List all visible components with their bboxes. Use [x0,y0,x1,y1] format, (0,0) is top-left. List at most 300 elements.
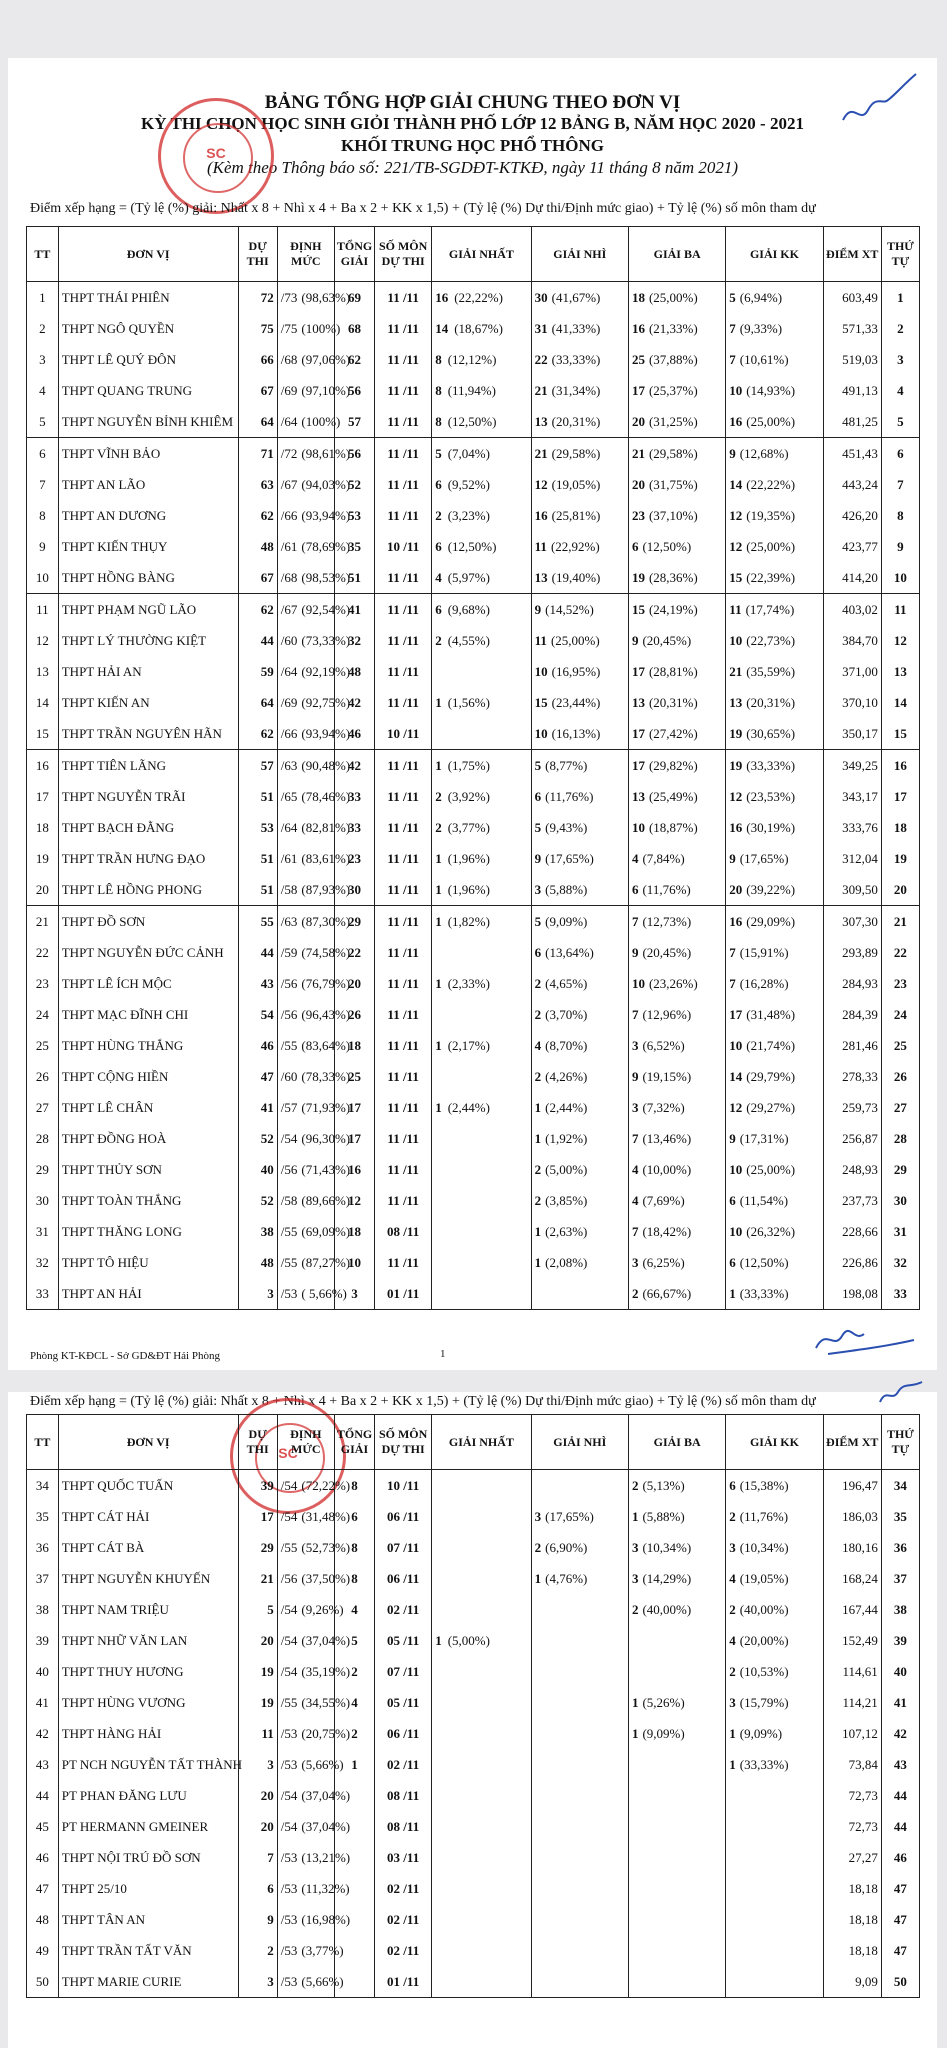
cell-tt [27,843,59,874]
cell-giai-nhi-n: 1 [534,1130,542,1146]
cell-so-mon [375,469,432,500]
cell-tong-giai-value: 69 [347,289,361,305]
cell-thu-tu-value: 22 [893,944,907,960]
cell-du-thi [238,531,277,562]
cell-tong-giai-value: 1 [351,1756,358,1772]
cell-unit-value: THPT MARIE CURIE [61,1973,182,1989]
cell-thu-tu-value: 25 [893,1037,907,1053]
cell-giai-kk-p: (9,33%) [739,320,783,336]
table-row [27,1154,920,1185]
cell-dinh-muc-dm: /54 [280,1632,298,1648]
cell-giai-kk-p: (20,31%) [746,694,796,710]
cell-tt-value: 8 [39,507,46,523]
cell-giai-nhat-p: (1,75%) [447,757,490,773]
table-row [27,1247,920,1278]
cell-so-mon-value: 06 /11 [387,1508,420,1524]
cell-giai-nhat-p: (1,96%) [447,881,490,897]
cell-thu-tu [881,1563,919,1594]
cell-so-mon [375,1278,432,1310]
cell-giai-kk [726,1594,823,1625]
cell-du-thi [238,750,277,782]
cell-giai-kk [726,1935,823,1966]
table-row [27,1656,920,1687]
cell-giai-ba [628,1594,725,1625]
cell-giai-ba [628,1625,725,1656]
cell-giai-ba [628,1185,725,1216]
cell-giai-nhi-p: (8,77%) [545,757,588,773]
cell-giai-kk-p: (25,00%) [746,538,796,554]
cell-giai-ba-n: 3 [631,1570,639,1586]
cell-giai-nhi-n: 11 [534,538,547,554]
cell-giai-nhi-n: 12 [534,476,548,492]
cell-so-mon [375,1470,432,1502]
cell-tt [27,937,59,968]
cell-giai-nhi-p: (14,52%) [545,601,594,617]
cell-giai-kk-p: (12,68%) [739,445,789,461]
cell-so-mon [375,1904,432,1935]
cell-tt [27,1718,59,1749]
cell-du-thi-value: 39 [260,1477,274,1493]
cell-giai-ba-n: 2 [631,1285,639,1301]
cell-du-thi [238,1594,277,1625]
cell-tt [27,1904,59,1935]
cell-giai-ba-p: (40,00%) [642,1601,692,1617]
cell-giai-kk [726,781,823,812]
cell-giai-ba-p: (28,81%) [648,663,698,679]
cell-diem-xt [823,1749,881,1780]
cell-thu-tu [881,1092,919,1123]
cell-diem-xt-value: 423,77 [842,538,878,554]
cell-diem-xt [823,1656,881,1687]
cell-giai-kk [726,906,823,938]
cell-giai-kk-p: (19,35%) [746,507,796,523]
cell-thu-tu [881,438,919,470]
cell-unit [58,937,238,968]
cell-giai-nhat-n: 1 [435,913,442,929]
cell-dinh-muc-pct: (93,94%) [301,507,351,523]
cell-diem-xt [823,1935,881,1966]
cell-dinh-muc-pct: (96,43%) [301,1006,351,1022]
cell-thu-tu-value: 44 [893,1787,907,1803]
cell-giai-nhi [531,1780,628,1811]
cell-tong-giai-value: 12 [347,1192,361,1208]
cell-thu-tu [881,1594,919,1625]
cell-thu-tu [881,843,919,874]
cell-giai-nhat [432,687,531,718]
cell-dinh-muc [277,1532,351,1563]
col-giai-nhat: GIẢI NHẤT [432,227,531,282]
cell-giai-kk [726,562,823,594]
cell-thu-tu-value: 13 [893,663,907,679]
cell-du-thi [238,1030,277,1061]
cell-thu-tu-value: 7 [897,476,904,492]
cell-giai-ba-p: (25,00%) [648,289,698,305]
cell-giai-nhat-p: (12,50%) [447,538,497,554]
cell-diem-xt-value: 443,24 [842,476,878,492]
table-row [27,1873,920,1904]
cell-giai-kk [726,968,823,999]
cell-dinh-muc-pct: (97,06%) [301,351,351,367]
cell-giai-kk-p: (39,22%) [746,881,796,897]
cell-so-mon-value: 05 /11 [387,1632,420,1648]
cell-tong-giai-value: 46 [347,725,361,741]
cell-giai-nhat-n: 2 [435,507,442,523]
cell-du-thi-value: 51 [260,788,274,804]
table-row [27,344,920,375]
cell-giai-kk-n: 16 [729,913,743,929]
cell-dinh-muc-pct: (87,30%) [301,913,351,929]
cell-so-mon [375,1061,432,1092]
cell-giai-ba-n: 18 [631,289,645,305]
cell-du-thi [238,1247,277,1278]
table-row [27,687,920,718]
cell-tong-giai-value: 33 [347,819,361,835]
cell-diem-xt-value: 27,27 [848,1849,878,1865]
cell-giai-ba [628,1718,725,1749]
cell-diem-xt [823,1625,881,1656]
cell-dinh-muc-dm: /64 [280,413,298,429]
cell-tt [27,1873,59,1904]
cell-giai-kk-n: 9 [729,850,736,866]
cell-giai-kk-n: 10 [729,1161,743,1177]
cell-giai-ba [628,438,725,470]
cell-thu-tu [881,937,919,968]
cell-dinh-muc-pct: (37,50%) [301,1570,351,1586]
cell-tt-value: 33 [35,1285,49,1301]
cell-du-thi [238,1563,277,1594]
table-row [27,1185,920,1216]
cell-giai-kk [726,1563,823,1594]
cell-du-thi [238,812,277,843]
cell-unit [58,812,238,843]
cell-so-mon-value: 11 /11 [387,663,419,679]
cell-giai-nhi-n: 2 [534,1068,542,1084]
cell-dinh-muc-dm: /68 [280,569,298,585]
cell-dinh-muc-pct: ( 5,66%) [301,1285,347,1301]
cell-so-mon [375,750,432,782]
cell-tong-giai-value: 18 [347,1223,361,1239]
cell-diem-xt [823,999,881,1030]
cell-so-mon [375,1687,432,1718]
document-page-2 [8,1392,937,2048]
cell-so-mon [375,1594,432,1625]
cell-giai-nhi [531,1185,628,1216]
cell-dinh-muc [277,375,351,406]
cell-giai-nhi [531,375,628,406]
cell-giai-nhat [432,1154,531,1185]
cell-thu-tu-value: 19 [893,850,907,866]
cell-giai-kk-n: 14 [729,476,743,492]
cell-unit [58,1687,238,1718]
cell-dinh-muc [277,1749,344,1780]
cell-giai-nhat [432,1092,531,1123]
cell-dinh-muc-pct: (73,33%) [301,632,351,648]
cell-du-thi-value: 54 [260,1006,274,1022]
cell-giai-kk-p: (23,53%) [746,788,796,804]
table-row [27,1061,920,1092]
cell-giai-nhat [432,500,531,531]
cell-giai-ba [628,1470,725,1502]
cell-thu-tu-value: 6 [897,445,904,461]
cell-so-mon [375,1185,432,1216]
cell-giai-ba-p: (11,76%) [642,881,691,897]
cell-tt [27,1154,59,1185]
cell-du-thi-value: 48 [260,538,274,554]
cell-giai-nhi [531,1904,628,1935]
ranking-formula-page-2: Điểm xếp hạng = (Tỷ lệ (%) giải: Nhất x 8 + Nhì x 4 + Ba x 2 + KK x 1,5) + (Tỷ lệ (%) Dự thi/Định mức giao) + Tỷ lệ (%) số môn tham dự [30,1394,816,1409]
cell-giai-kk-p: (25,00%) [746,413,796,429]
cell-tt [27,999,59,1030]
cell-thu-tu-value: 46 [893,1849,907,1865]
cell-giai-kk-n: 19 [729,725,743,741]
table-row [27,1501,920,1532]
cell-du-thi [238,562,277,594]
cell-giai-nhi [531,1966,628,1998]
cell-diem-xt [823,1470,881,1502]
cell-dinh-muc-pct: (92,75%) [301,694,351,710]
cell-giai-nhat [432,1216,531,1247]
cell-du-thi-value: 38 [260,1223,274,1239]
cell-giai-nhi [531,1030,628,1061]
cell-giai-nhat [432,1966,531,1998]
cell-giai-ba-p: (20,45%) [642,632,692,648]
cell-unit-value: PT NCH NGUYỄN TẤT THÀNH [61,1756,243,1772]
cell-tt [27,1532,59,1563]
cell-dinh-muc-dm: /53 [280,1849,298,1865]
cell-giai-kk-n: 7 [729,351,736,367]
cell-giai-nhat [432,313,531,344]
cell-giai-nhat [432,843,531,874]
cell-dinh-muc-dm: /64 [280,819,298,835]
cell-giai-nhi [531,1935,628,1966]
cell-giai-nhi-p: (29,58%) [551,445,601,461]
cell-giai-nhi-p: (22,92%) [550,538,600,554]
cell-giai-nhi-n: 3 [534,1508,542,1524]
cell-giai-ba [628,406,725,438]
cell-thu-tu-value: 21 [893,913,907,929]
cell-giai-ba-p: (66,67%) [642,1285,692,1301]
cell-dinh-muc-dm: /68 [280,351,298,367]
table-row [27,406,920,438]
cell-diem-xt-value: 307,30 [842,913,878,929]
cell-unit [58,1501,238,1532]
cell-unit-value: THPT AN DƯƠNG [61,507,167,523]
cell-so-mon-value: 01 /11 [387,1973,420,1989]
cell-so-mon-value: 03 /11 [387,1849,420,1865]
cell-thu-tu-value: 30 [893,1192,907,1208]
cell-tt [27,406,59,438]
cell-diem-xt-value: 72,73 [848,1787,878,1803]
cell-giai-kk [726,843,823,874]
cell-giai-kk-n: 9 [729,1130,736,1146]
cell-giai-ba [628,1247,725,1278]
cell-so-mon [375,375,432,406]
cell-diem-xt-value: 228,66 [842,1223,878,1239]
cell-so-mon-value: 11 /11 [387,569,419,585]
col-dinh-muc: ĐỊNH MỨC [277,227,334,282]
cell-tt-value: 9 [39,538,46,554]
cell-thu-tu [881,1873,919,1904]
cell-giai-ba-n: 1 [631,1508,639,1524]
cell-unit-value: PT PHAN ĐĂNG LƯU [61,1787,187,1803]
cell-giai-kk [726,1532,823,1563]
cell-diem-xt [823,375,881,406]
cell-giai-kk [726,937,823,968]
cell-so-mon [375,843,432,874]
cell-giai-kk-p: (15,91%) [739,944,789,960]
cell-giai-ba-n: 10 [631,975,645,991]
cell-tt [27,1966,59,1998]
cell-thu-tu [881,1687,919,1718]
cell-diem-xt [823,594,881,626]
cell-unit [58,687,238,718]
cell-thu-tu [881,375,919,406]
cell-diem-xt [823,1216,881,1247]
cell-giai-kk-p: (9,09%) [739,1725,783,1741]
results-body-page-1 [27,282,920,1310]
cell-giai-kk [726,1501,823,1532]
cell-unit-value: THPT TRẦN NGUYÊN HÃN [61,725,222,741]
cell-giai-kk-p: (33,33%) [739,1756,789,1772]
cell-dinh-muc-dm: /55 [280,1539,298,1555]
cell-diem-xt-value: 603,49 [842,289,878,305]
cell-thu-tu-value: 47 [893,1880,907,1896]
cell-dinh-muc-pct: (11,32%) [301,1880,350,1896]
cell-du-thi [238,1935,277,1966]
cell-du-thi [238,687,277,718]
cell-tong-giai-value: 4 [351,1694,358,1710]
cell-du-thi-value: 6 [267,1880,274,1896]
cell-giai-nhi [531,406,628,438]
cell-giai-kk-n: 2 [729,1663,736,1679]
cell-du-thi [238,937,277,968]
col-giai-ba: GIẢI BA [628,227,725,282]
cell-diem-xt-value: 73,84 [848,1756,878,1772]
cell-so-mon [375,282,432,314]
cell-diem-xt-value: 256,87 [842,1130,878,1146]
cell-giai-nhat [432,937,531,968]
cell-dinh-muc-pct: (37,04%) [301,1787,351,1803]
cell-dinh-muc [277,1935,344,1966]
cell-diem-xt [823,469,881,500]
cell-so-mon [375,562,432,594]
cell-giai-kk-n: 1 [729,1285,736,1301]
cell-diem-xt-value: 114,21 [842,1694,878,1710]
cell-giai-kk-p: (22,22%) [746,476,796,492]
cell-so-mon [375,531,432,562]
cell-diem-xt-value: 571,33 [842,320,878,336]
cell-giai-kk-n: 12 [729,507,743,523]
cell-diem-xt-value: 403,02 [842,601,878,617]
cell-giai-nhi [531,531,628,562]
cell-giai-nhi [531,469,628,500]
cell-giai-nhi-n: 31 [534,320,548,336]
cell-unit [58,406,238,438]
cell-du-thi [238,874,277,906]
cell-giai-nhi-n: 1 [534,1570,542,1586]
cell-so-mon [375,1092,432,1123]
cell-unit [58,781,238,812]
cell-so-mon [375,594,432,626]
cell-giai-ba [628,750,725,782]
cell-diem-xt [823,344,881,375]
cell-dinh-muc [277,687,351,718]
cell-dinh-muc-pct: (83,64%) [301,1037,351,1053]
cell-dinh-muc-dm: /61 [280,538,298,554]
table-row [27,781,920,812]
cell-dinh-muc-dm: /58 [280,1192,298,1208]
cell-thu-tu-value: 8 [897,507,904,523]
cell-giai-nhi-p: (23,44%) [551,694,601,710]
cell-thu-tu-value: 9 [897,538,904,554]
cell-dinh-muc-dm: /64 [280,663,298,679]
cell-unit [58,656,238,687]
cell-tt [27,687,59,718]
cell-giai-kk-p: (29,09%) [746,913,796,929]
cell-tong-giai-value: 25 [347,1068,361,1084]
cell-giai-kk-n: 2 [729,1508,736,1524]
cell-tong-giai-value: 8 [351,1570,358,1586]
col-tt: TT [27,1415,59,1470]
cell-du-thi [238,1625,277,1656]
cell-tt-value: 21 [35,913,49,929]
cell-so-mon [375,625,432,656]
cell-tt [27,1842,59,1873]
cell-giai-kk-n: 17 [729,1006,743,1022]
cell-giai-ba-p: (10,00%) [642,1161,692,1177]
cell-giai-ba-p: (7,32%) [642,1099,685,1115]
cell-giai-kk [726,1811,823,1842]
cell-giai-kk-n: 4 [729,1570,736,1586]
cell-so-mon [375,500,432,531]
cell-giai-ba [628,1123,725,1154]
cell-so-mon [375,1811,432,1842]
cell-unit [58,1780,238,1811]
cell-giai-nhi [531,1092,628,1123]
cell-dinh-muc-dm: /75 [280,320,298,336]
cell-giai-ba-n: 2 [631,1601,639,1617]
cell-so-mon [375,1030,432,1061]
cell-giai-ba-p: (6,25%) [642,1254,685,1270]
cell-giai-kk [726,594,823,626]
cell-du-thi [238,656,277,687]
cell-dinh-muc-dm: /61 [280,850,298,866]
cell-diem-xt-value: 350,17 [842,725,878,741]
table-row [27,1216,920,1247]
cell-dinh-muc [277,1154,351,1185]
table-row [27,500,920,531]
cell-giai-ba [628,1061,725,1092]
cell-thu-tu [881,1811,919,1842]
table-row [27,812,920,843]
cell-diem-xt-value: 278,33 [842,1068,878,1084]
cell-giai-nhi [531,1470,628,1502]
cell-so-mon-value: 11 /11 [387,351,419,367]
cell-giai-ba-n: 23 [631,507,645,523]
cell-giai-ba [628,656,725,687]
cell-tt [27,1625,59,1656]
table-row [27,313,920,344]
cell-unit [58,1216,238,1247]
cell-tt [27,1123,59,1154]
cell-giai-nhi-n: 30 [534,289,548,305]
cell-giai-nhi-p: (41,33%) [551,320,601,336]
cell-giai-nhi [531,687,628,718]
cell-giai-nhi [531,1278,628,1310]
cell-dinh-muc-pct: (52,73%) [301,1539,351,1555]
cell-tt-value: 1 [39,289,46,305]
cell-giai-kk-p: (14,93%) [746,382,796,398]
